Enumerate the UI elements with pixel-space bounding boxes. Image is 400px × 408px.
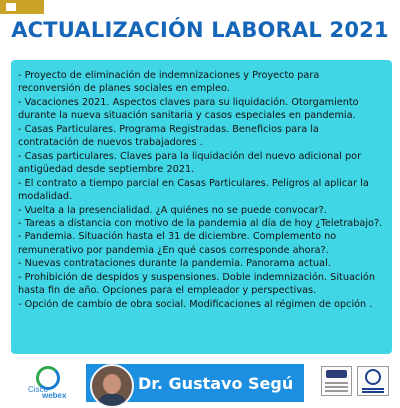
topic-line: - Vacaciones 2021. Aspectos claves para su liquidación. Otorgamiento — [18, 96, 359, 108]
webex-label: webex — [42, 391, 67, 400]
topic-line: - Casas particulares. Claves para la liquidación del nuevo adicional por — [18, 150, 362, 162]
speaker-avatar — [90, 364, 134, 408]
topics-panel — [11, 60, 392, 354]
topic-line: - Casas Particulares. Programa Registradas. Beneficios para la — [18, 123, 319, 135]
topic-line: - Tareas a distancia con motivo de la pandemia al día de hoy ¿Teletrabajo?. — [18, 217, 383, 229]
topic-line: antigüedad desde septiembre 2021. — [18, 164, 195, 176]
topic-line: - Nuevas contrataciones durante la pandemia. Panorama actual. — [18, 258, 331, 270]
cisco-label: Cisco — [28, 385, 49, 394]
topic-line: - Proyecto de eliminación de indemnizaciones y Proyecto para — [18, 70, 320, 81]
topic-line: reconversión de planes sociales en empleo. — [18, 83, 230, 95]
topic-line: - El contrato a tiempo parcial en Casas Particulares. Peligros al aplicar la — [18, 177, 369, 189]
topic-line: remunerativo por pandemia ¿En qué casos corresponde ahora?. — [18, 244, 329, 256]
sponsor-logo — [321, 366, 352, 396]
speaker-name: Dr. Gustavo Segú — [138, 374, 294, 393]
topic-line: - Pandemia. Situación hasta el 31 de diciembre. Complemento no — [18, 231, 337, 243]
page-title: ACTUALIZACIÓN LABORAL 2021 — [11, 18, 389, 42]
topic-line: - Prohibición de despidos y suspensiones. Doble indemnización. Situación — [18, 271, 375, 283]
topic-line: contratación de nuevos trabajadores . — [18, 137, 203, 149]
topic-line: - Opción de cambio de obra social. Modificaciones al régimen de opción . — [18, 298, 373, 310]
organizer-logo — [0, 0, 44, 14]
topic-line: durante la nueva situación sanitaria y casos especiales en pandemia. — [18, 110, 356, 122]
topic-line: modalidad. — [18, 191, 73, 203]
topic-line: - Vuelta a la presencialidad. ¿A quiénes no se puede convocar?. — [18, 204, 327, 216]
topic-line: hasta fin de año. Opciones para el empleador y perspectivas. — [18, 285, 317, 297]
association-logo — [357, 366, 389, 396]
